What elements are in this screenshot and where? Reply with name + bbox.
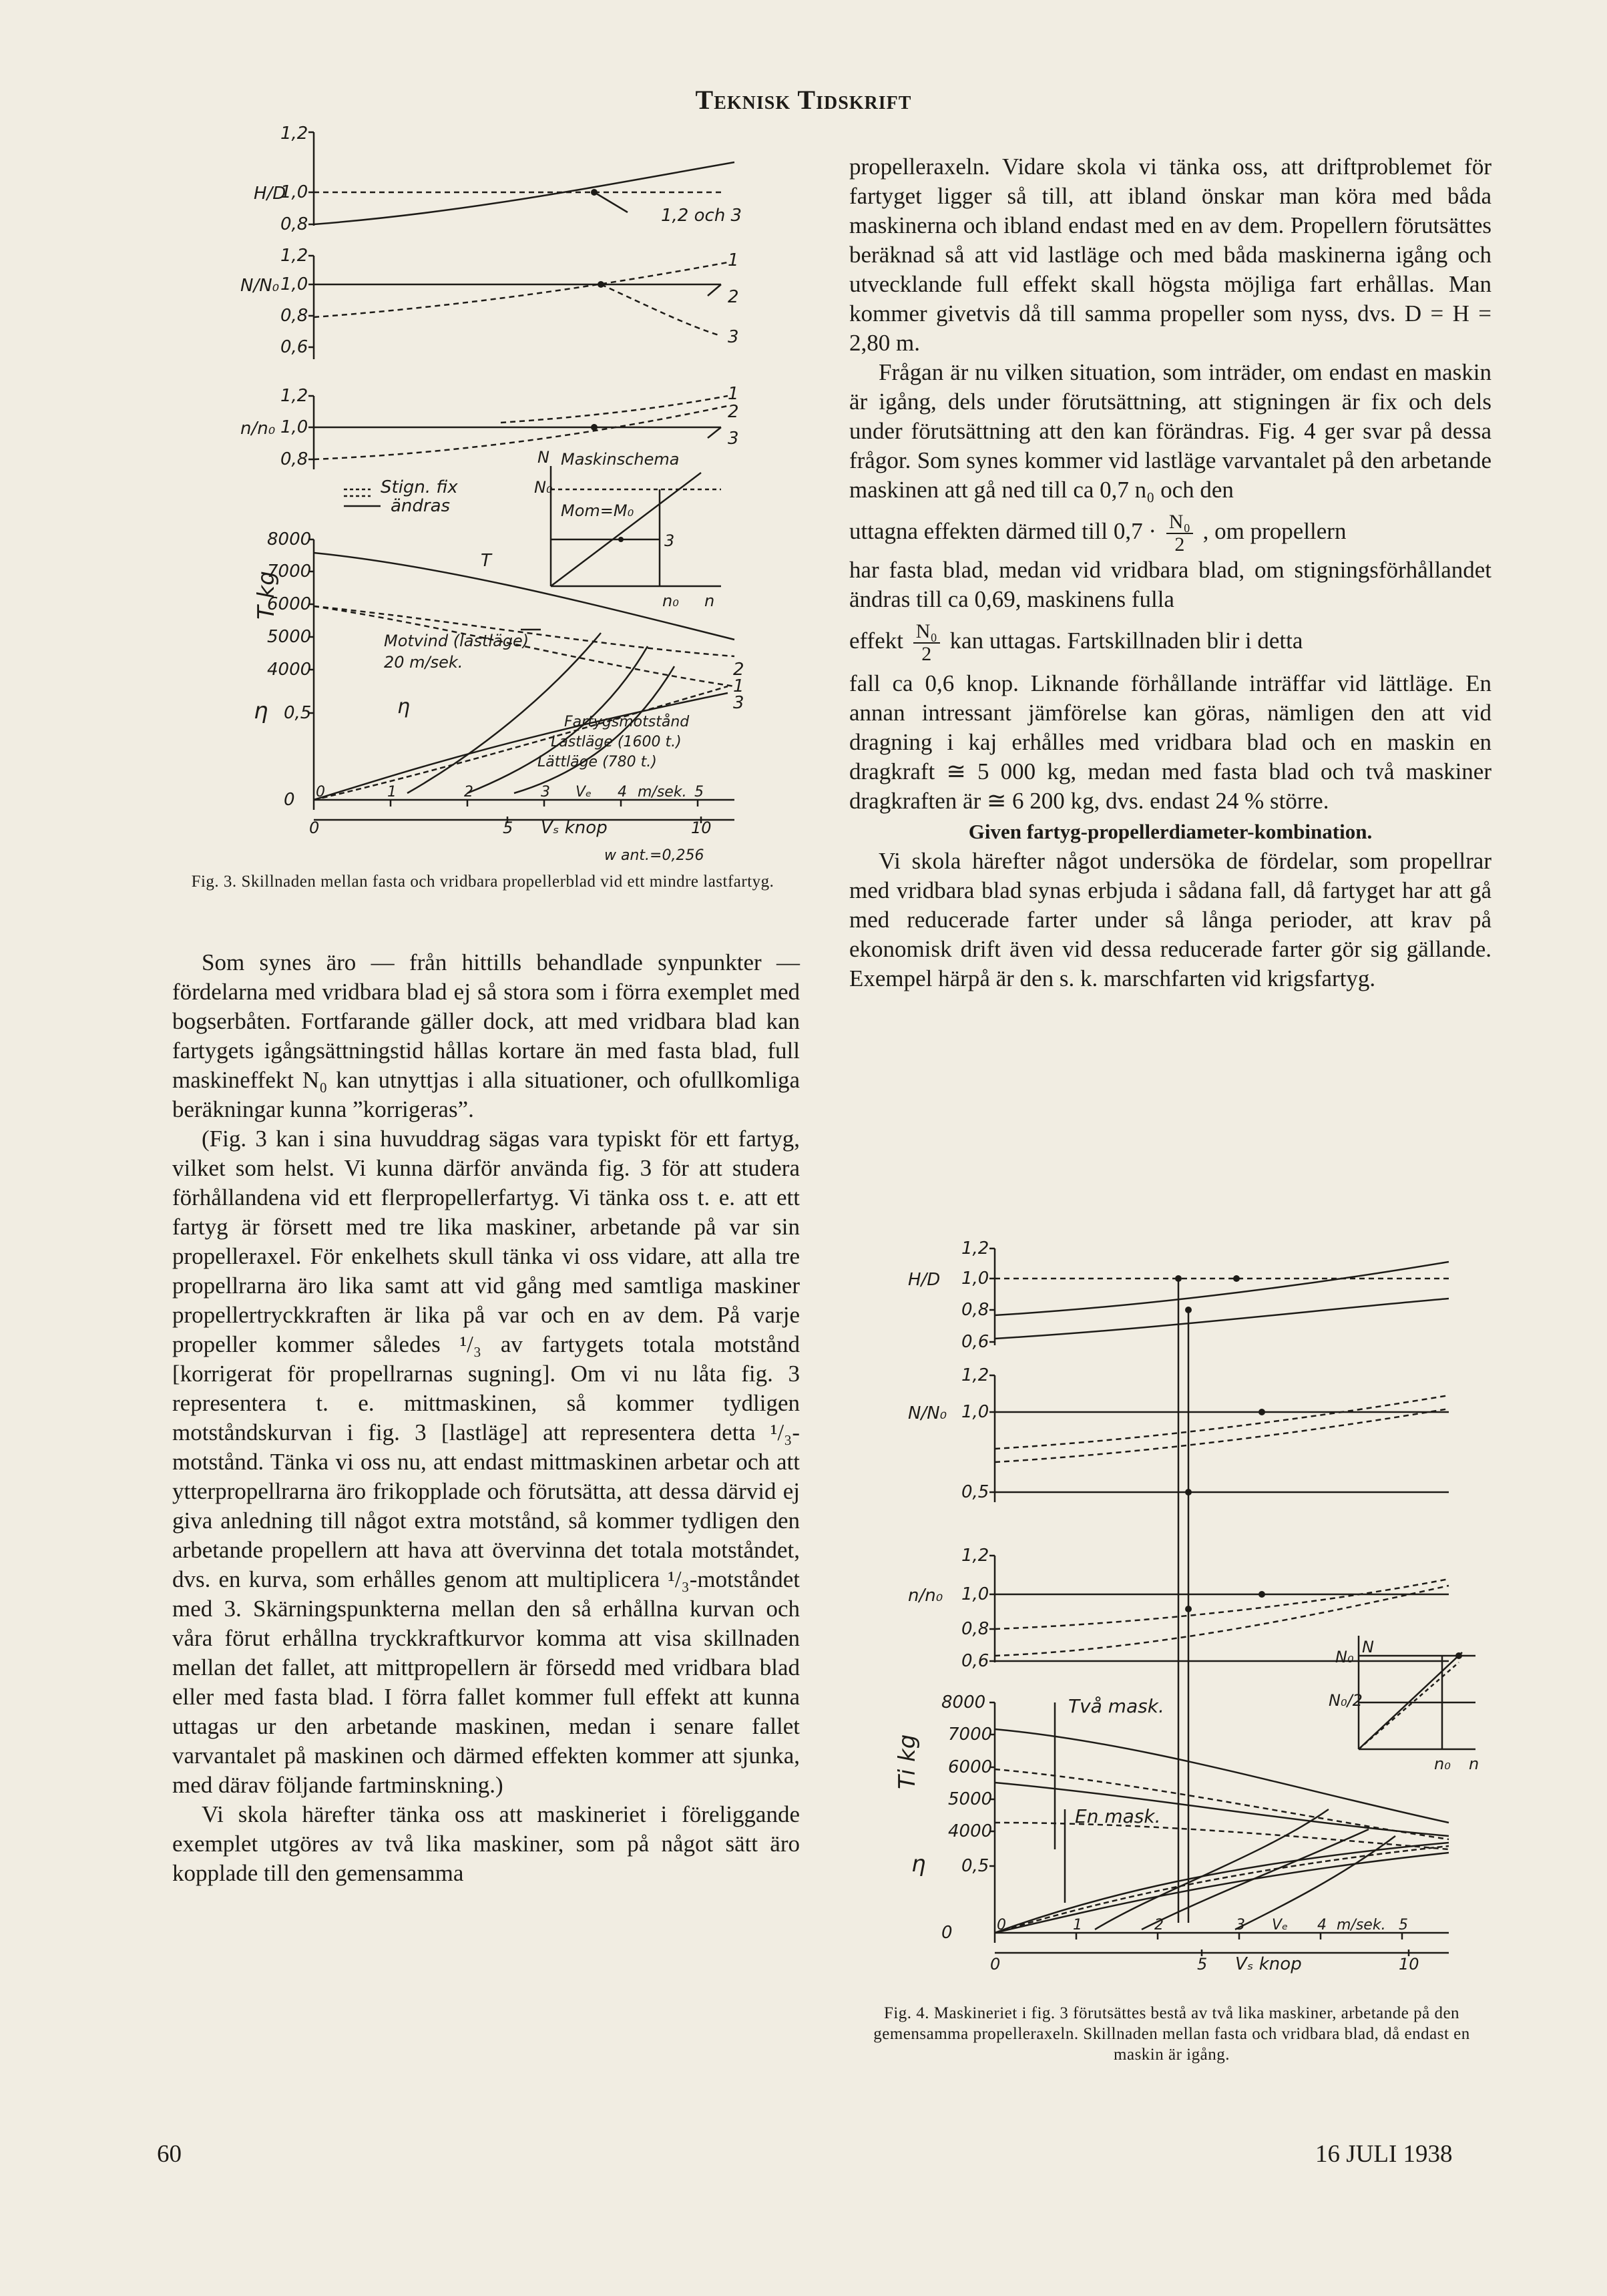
fig4-eta-label: η bbox=[911, 1851, 926, 1877]
fig3-label-eta: η bbox=[397, 695, 411, 718]
fig3-ve-tick: 3 bbox=[541, 784, 550, 800]
fig3-inset-title: Maskinschema bbox=[561, 450, 680, 469]
fig4-vs-tick: 5 bbox=[1197, 1955, 1208, 1974]
fig3-label-T: T bbox=[481, 551, 491, 571]
fig3-tick: 8000 bbox=[267, 529, 312, 549]
frac-den: 2 bbox=[921, 643, 932, 665]
fig4-vs-tick: 10 bbox=[1399, 1955, 1419, 1974]
fig3-tick: 1,2 bbox=[280, 386, 308, 406]
fig3-nn0-label: N/N₀ bbox=[240, 276, 280, 296]
right-paragraph-3: Vi skola härefter något undersöka de fördelar, som propellrar med vridbara blad synas erbjuda i sådana fall, då fartyget har att gå med reducerade farter under så långa perioder, att krav på ekonomisk drift även vid dessa reducerade farter gör sig gällande. Exempel härpå är den s. k. marschfarten vid krigsfartyg. bbox=[849, 848, 1491, 991]
journal-header: Teknisk Tidskrift bbox=[695, 85, 912, 115]
fig3-curve-3c: 3 bbox=[733, 693, 744, 713]
fig3-tick: 5000 bbox=[267, 627, 312, 647]
fig4-ve-label: Vₑ bbox=[1272, 1917, 1289, 1933]
right-column bbox=[849, 152, 1491, 993]
p2d-pre: effekt bbox=[849, 628, 903, 654]
left-paragraph-3: Vi skola härefter tänka oss att maskineriet i föreliggande exemplet utgöres av två lika maskiner, som på något sätt äro kopplade till den gemensamma bbox=[172, 1801, 800, 1886]
fig3-curve-1c: 1 bbox=[733, 676, 744, 696]
fig3-tick: 0,8 bbox=[280, 449, 308, 469]
fig3-ve-tick: 2 bbox=[464, 784, 473, 800]
fig3-t-label: T kg bbox=[253, 571, 280, 620]
issue-date: 16 JULI 1938 bbox=[1315, 2140, 1453, 2168]
left-paragraph-2: (Fig. 3 kan i sina huvuddrag sägas vara typiskt för ett fartyg, vilket som helst. Vi kunna därför använda fig. 3 för att studera förhållandena vid ett flerpropellerfartyg. Vi tänka oss t. e. att ett fartyg är försett med tre lika maskiner, arbetande på var sin propelleraxel. För enkelhets skull tänka vi oss vidare, att alla tre propellrarna äro lika samt att vid gång med samtliga maskiner propellertryckkraften är lika på var och en av dem. På varje propeller kommer således ¹/₃ av fartygets totala motstånd [korrigerat för propellrarnas sugning]. Om vi nu låta fig. 3 representera t. e. mittmaskinen, så kommer tydligen motståndskurvan i fig. 3 [lastläge] att representera detta ¹/₃-motstånd. Tänka vi oss nu, att endast mittmaskinen arbetar och att ytterpropellrarna äro frikopplade och förutsätta, att dessa därvid ej giva anledning till något extra motstånd, så kommer tydligen den arbetande propellern att hava att övervinna det totala motståndet, dvs. en kurva, som erhålles genom att multiplicera ¹/₃-motståndet med 3. Skärningspunkterna mellan den så erhållna kurvan och våra förut erhållna tryckkraftkurvor komma att visa skillnaden mellan det fallet, att mittpropellern är försedd med vridbara blad eller med fasta blad. I förra fallet kommer full effekt att kunna uttagas ur den arbetande maskinen, medan i senare fallet varvantalet på maskinen och därmed effekten kommer att sjunka, med därav följande fartminskning.) bbox=[172, 1126, 800, 1798]
fig4-nn-label: n/n₀ bbox=[908, 1586, 943, 1606]
fig4-ve-tick: 0 bbox=[997, 1917, 1006, 1933]
fig3-ve-label: Vₑ bbox=[576, 784, 592, 800]
frac-num: N₀ bbox=[1166, 511, 1193, 534]
fig4-tick: 1,0 bbox=[961, 1402, 989, 1422]
fraction-no-over-2-b bbox=[913, 621, 940, 665]
fig4-ve-tick: 5 bbox=[1399, 1917, 1408, 1933]
fig4-caption-text: Maskineriet i fig. 3 förutsättes bestå av två lika maskiner, arbetande på den gemensamma propelleraxeln. Skillnaden mellan fasta och vridbara blad, då endast en maskin är igång. bbox=[873, 2004, 1470, 2064]
right-paragraph-2c: har fasta blad, medan vid vridbara blad, om stigningsförhållandet ändras till ca 0,69, maskinens fulla bbox=[849, 557, 1491, 612]
fig4-ve-tick: 4 bbox=[1317, 1917, 1327, 1933]
fig3-ve-tick: 0 bbox=[316, 784, 325, 800]
fig3-tick: 1,0 bbox=[280, 417, 308, 437]
fig4-inset-no: n₀ bbox=[1434, 1755, 1451, 1773]
frac-den: 2 bbox=[1174, 533, 1185, 555]
fig3-vs-tick: 0 bbox=[309, 819, 320, 837]
fig4-ve-tick: 3 bbox=[1236, 1917, 1245, 1933]
fig3-curve-2b: 2 bbox=[728, 402, 739, 422]
fig4-inset-N: N bbox=[1362, 1638, 1374, 1656]
fig3-tick: 0,8 bbox=[280, 214, 308, 234]
right-paragraph-2d bbox=[849, 621, 1491, 665]
fig3-label-1-2-3: 1,2 och 3 bbox=[661, 206, 742, 226]
fig4-tick: 6000 bbox=[948, 1757, 993, 1777]
fig4-ve-tick: 2 bbox=[1154, 1917, 1164, 1933]
fig3-tick: 1,0 bbox=[280, 274, 308, 294]
right-paragraph-1: propelleraxeln. Vidare skola vi tänka oss, att driftproblemet för fartyget ligger så till, att ibland önskar man köra med båda maskinerna och ibland endast med en av dem. Propellern förutsättes beräknad så att vid lastläge och med båda maskinerna igång och utvecklande full effekt skall högsta möjliga fart erhållas. Man kommer givetvis då till samma propeller som nyss, dvs. D = H = 2,80 m. bbox=[849, 154, 1491, 356]
fig4-nn0-label: N/N₀ bbox=[908, 1403, 947, 1423]
fig3-curve-1: 1 bbox=[728, 250, 739, 270]
fig4-ve-unit: m/sek. bbox=[1337, 1917, 1386, 1933]
figure-4 bbox=[861, 1235, 1489, 2023]
fig3-tick: 1,0 bbox=[280, 182, 308, 202]
fig3-curve-3: 3 bbox=[728, 327, 739, 347]
fig3-inset-n: n bbox=[704, 592, 715, 610]
p2d-post: kan uttagas. Fartskillnaden blir i detta bbox=[949, 628, 1303, 654]
p2b-pre: uttagna effekten därmed till 0,7 · bbox=[849, 518, 1157, 545]
fig4-tick: 5000 bbox=[948, 1789, 993, 1809]
fig3-vs-tick: 5 bbox=[503, 819, 513, 837]
fig3-curve-2: 2 bbox=[728, 287, 739, 307]
fig3-tick: 1,2 bbox=[280, 246, 308, 266]
fig3-curve-1b: 1 bbox=[728, 384, 739, 404]
fig4-hd-label: H/D bbox=[908, 1270, 941, 1290]
fig3-caption bbox=[172, 871, 793, 892]
fig3-tick: 0,6 bbox=[280, 337, 308, 357]
fig3-tick: 7000 bbox=[267, 561, 312, 582]
fig3-hd-label: H/D bbox=[254, 184, 286, 204]
fig3-tick: 0,5 bbox=[284, 703, 312, 723]
right-paragraph-2b bbox=[849, 511, 1491, 555]
fig3-tick: 4000 bbox=[267, 660, 312, 680]
fig3-inset-mom: Mom=M₀ bbox=[561, 501, 634, 520]
fig3-label-speed: 20 m/sek. bbox=[384, 653, 463, 672]
fig4-tick: 1,2 bbox=[961, 1238, 989, 1258]
fig4-tick: 7000 bbox=[948, 1725, 993, 1745]
fig3-w-note: w ant.=0,256 bbox=[604, 847, 704, 864]
fig4-tick: 0,6 bbox=[961, 1651, 989, 1671]
fig3-ve-tick: 4 bbox=[618, 784, 627, 800]
fig3-inset-N: N bbox=[537, 448, 549, 467]
right-paragraph-2e: fall ca 0,6 knop. Liknande förhållande inträffar vid lättläge. En annan intressant jämförelse kan göras, nämligen den att vid dragning i kaj erhålles med vridbara blad och en maskin en dragkraft ≅ 5 000 kg, medan med fasta blad och två maskiner dragkraften är ≅ 6 200 kg, dvs. endast 24 % större. bbox=[849, 670, 1491, 814]
fig3-curve-3b: 3 bbox=[728, 429, 739, 449]
fig3-ve-tick: 1 bbox=[387, 784, 397, 800]
fig4-vs-tick: 0 bbox=[990, 1955, 1001, 1974]
fig3-tick: 0 bbox=[284, 790, 295, 810]
fig4-tick: 0,5 bbox=[961, 1482, 989, 1502]
p2b-post: , om propellern bbox=[1202, 518, 1347, 545]
fig3-legend-andras: ändras bbox=[391, 496, 451, 516]
fig4-tick: 1,0 bbox=[961, 1584, 989, 1604]
fig4-inset-No: N₀ bbox=[1335, 1648, 1354, 1666]
fig3-tick: 1,2 bbox=[280, 124, 308, 144]
fig3-label-lastlage: Lastläge (1600 t.) bbox=[551, 734, 682, 750]
fig3-legend-fix: Stign. fix bbox=[381, 477, 458, 497]
fig4-tick: 0 bbox=[941, 1923, 953, 1943]
fig3-inset-3: 3 bbox=[664, 531, 675, 550]
fraction-no-over-2 bbox=[1166, 511, 1193, 555]
figure-3 bbox=[167, 112, 754, 870]
fig4-tick: 0,8 bbox=[961, 1300, 989, 1320]
fig3-caption-text: Skillnaden mellan fasta och vridbara propellerblad vid ett mindre lastfartyg. bbox=[241, 873, 774, 891]
fig3-vs-tick: 10 bbox=[691, 819, 712, 837]
left-column bbox=[172, 948, 800, 1888]
fig3-caption-prefix: Fig. 3. bbox=[191, 873, 237, 891]
fig4-tick: 8000 bbox=[941, 1692, 986, 1712]
fig4-t-label: Ti kg bbox=[894, 1734, 921, 1789]
fig3-ve-unit: m/sek. bbox=[638, 784, 687, 800]
fig3-label-lattlage: Lättläge (780 t.) bbox=[537, 754, 657, 770]
fig3-vs-label: Vₛ knop bbox=[541, 818, 608, 838]
fig4-tick: 1,2 bbox=[961, 1365, 989, 1385]
fig3-tick: 6000 bbox=[267, 594, 312, 614]
fig3-nn-label: n/n₀ bbox=[240, 419, 276, 439]
right-paragraph-2a: Frågan är nu vilken situation, som inträder, om endast en maskin är igång, dels under förutsättning, att stigningen är fix och dels under förutsättning att den kan förändras. Fig. 4 ger svar på dessa frågor. Som synes kommer vid lastläge varvantalet på den arbetande maskinen att gå ned till ca 0,7 n₀ och den bbox=[849, 359, 1491, 503]
fig4-ve-tick: 1 bbox=[1073, 1917, 1082, 1933]
fig4-label-tva: Två mask. bbox=[1068, 1695, 1164, 1717]
fig4-tick: 1,0 bbox=[961, 1269, 989, 1289]
fig4-tick: 0,6 bbox=[961, 1332, 989, 1352]
fig4-caption-prefix: Fig. 4. bbox=[883, 2004, 930, 2022]
fig3-label-motvind: Motvind (lastläge) bbox=[384, 632, 529, 650]
page-number: 60 bbox=[157, 2140, 182, 2168]
fig3-label-fartyg: Fartygsmotstånd bbox=[564, 714, 690, 730]
fig4-inset-No2: N₀/2 bbox=[1329, 1691, 1363, 1710]
section-heading: Given fartyg-propellerdiameter-kombination. bbox=[968, 820, 1373, 843]
fig3-inset-No: N₀ bbox=[534, 478, 553, 497]
fig3-eta-label: η bbox=[254, 698, 268, 724]
fig4-vs-label: Vₛ knop bbox=[1235, 1954, 1302, 1974]
fig3-curve-2c: 2 bbox=[733, 660, 744, 680]
fig4-tick: 0,8 bbox=[961, 1619, 989, 1639]
left-paragraph-1: Som synes äro — från hittills behandlade synpunkter — fördelarna med vridbara blad ej så stora som i förra exemplet med bogserbåten. Fortfarande gäller dock, att med vridbara blad kan fartygets igångsättningstid hållas kortare än med fasta blad, full maskineffekt N₀ kan utnyttjas i alla situationer, och ofullkomliga beräkningar kunna ”korrigeras”. bbox=[172, 949, 800, 1122]
fig3-tick: 0,8 bbox=[280, 306, 308, 326]
fig3-inset-no: n₀ bbox=[662, 592, 679, 610]
fig3-ve-tick: 5 bbox=[694, 784, 704, 800]
fig4-tick: 1,2 bbox=[961, 1546, 989, 1566]
fig4-label-en: En mask. bbox=[1075, 1805, 1161, 1827]
fig4-caption bbox=[855, 2003, 1489, 2065]
frac-num: N₀ bbox=[913, 621, 940, 644]
fig4-inset-n: n bbox=[1469, 1755, 1479, 1773]
fig4-tick: 0,5 bbox=[961, 1856, 989, 1876]
fig4-tick: 4000 bbox=[948, 1821, 993, 1841]
